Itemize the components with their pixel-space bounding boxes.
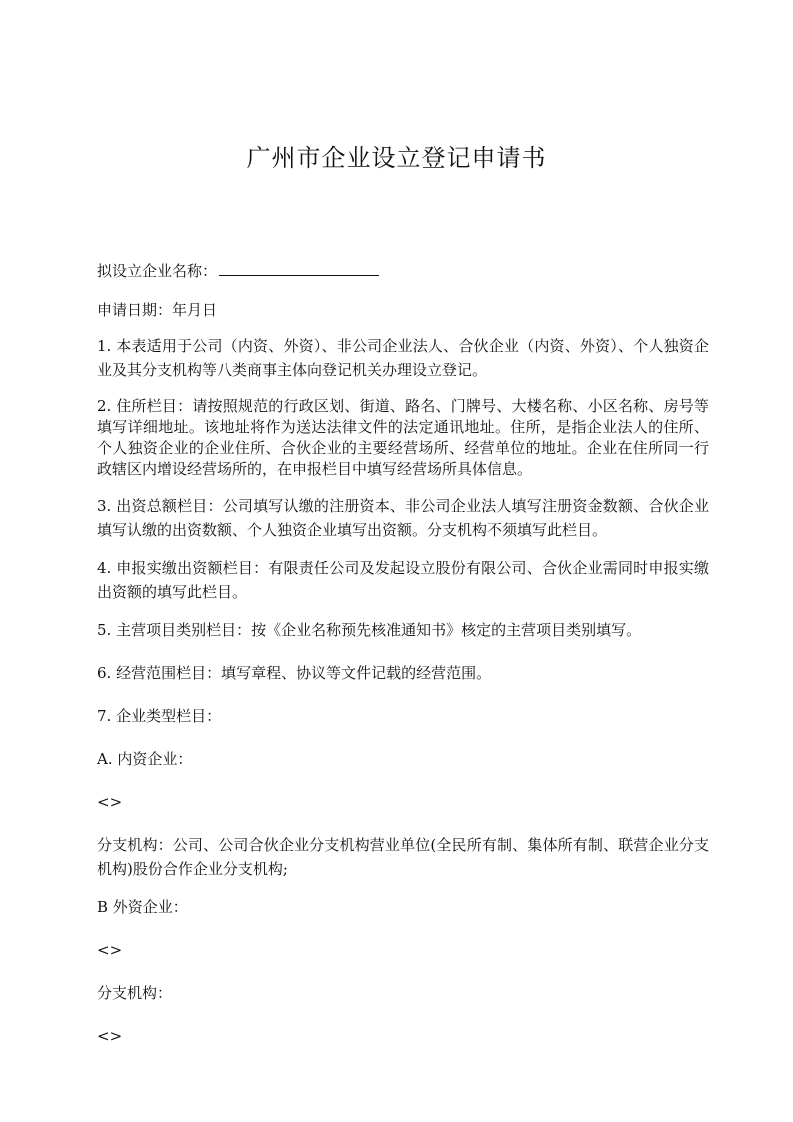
instruction-paragraph-4: 4. 申报实缴出资额栏目：有限责任公司及发起设立股份有限公司、合伙企业需同时申报实缴出资额的填写此栏目。: [97, 559, 709, 601]
instruction-paragraph-7: 7. 企业类型栏目：: [97, 707, 222, 725]
instruction-paragraph-5: 5. 主营项目类别栏目：按《企业名称预先核准通知书》核定的主营项目类别填写。: [97, 621, 642, 639]
branch-a-paragraph: 分支机构：公司、公司合伙企业分支机构营业单位(全民所有制、集体所有制、联营企业分支机构)股份合作企业分支机构;: [97, 836, 709, 878]
company-name-blank: [219, 259, 379, 276]
document-title: 广州市企业设立登记申请书: [246, 144, 547, 172]
instruction-paragraph-2: 2. 住所栏目：请按照规范的行政区划、街道、路名、门牌号、大楼名称、小区名称、房号等填写详细地址。该地址将作为送达法律文件的法定通讯地址。住所，是指企业法人的住所、个人独资企业的企业住所、合伙企业的主要经营场所、经营单位的地址。企业在住所同一行政辖区内增设经营场所的，在申报栏目中填写经营场所具体信息。: [97, 397, 709, 478]
instruction-paragraph-6: 6. 经营范围栏目：填写章程、协议等文件记载的经营范围。: [97, 664, 492, 682]
application-date-line: 申请日期：年月日: [97, 301, 218, 319]
instruction-paragraph-1: 1. 本表适用于公司（内资、外资）、非公司企业法人、合伙企业（内资、外资）、个人独资企业及其分支机构等八类商事主体向登记机关办理设立登记。: [97, 337, 709, 379]
section-b-heading: B 外资企业：: [97, 898, 188, 916]
placeholder-2: <>: [97, 941, 123, 959]
document-body: [97, 259, 709, 1067]
branch-b-line: 分支机构：: [97, 984, 173, 1002]
section-a-heading: A. 内资企业：: [97, 750, 193, 768]
company-name-label: 拟设立企业名称：: [97, 262, 218, 280]
instruction-paragraph-3: 3. 出资总额栏目：公司填写认缴的注册资本、非公司企业法人填写注册资金数额、合伙企业填写认缴的出资数额、个人独资企业填写出资额。分支机构不须填写此栏目。: [97, 497, 709, 539]
placeholder-1: <>: [97, 793, 123, 811]
company-name-row: [97, 259, 709, 283]
placeholder-3: <>: [97, 1027, 123, 1045]
